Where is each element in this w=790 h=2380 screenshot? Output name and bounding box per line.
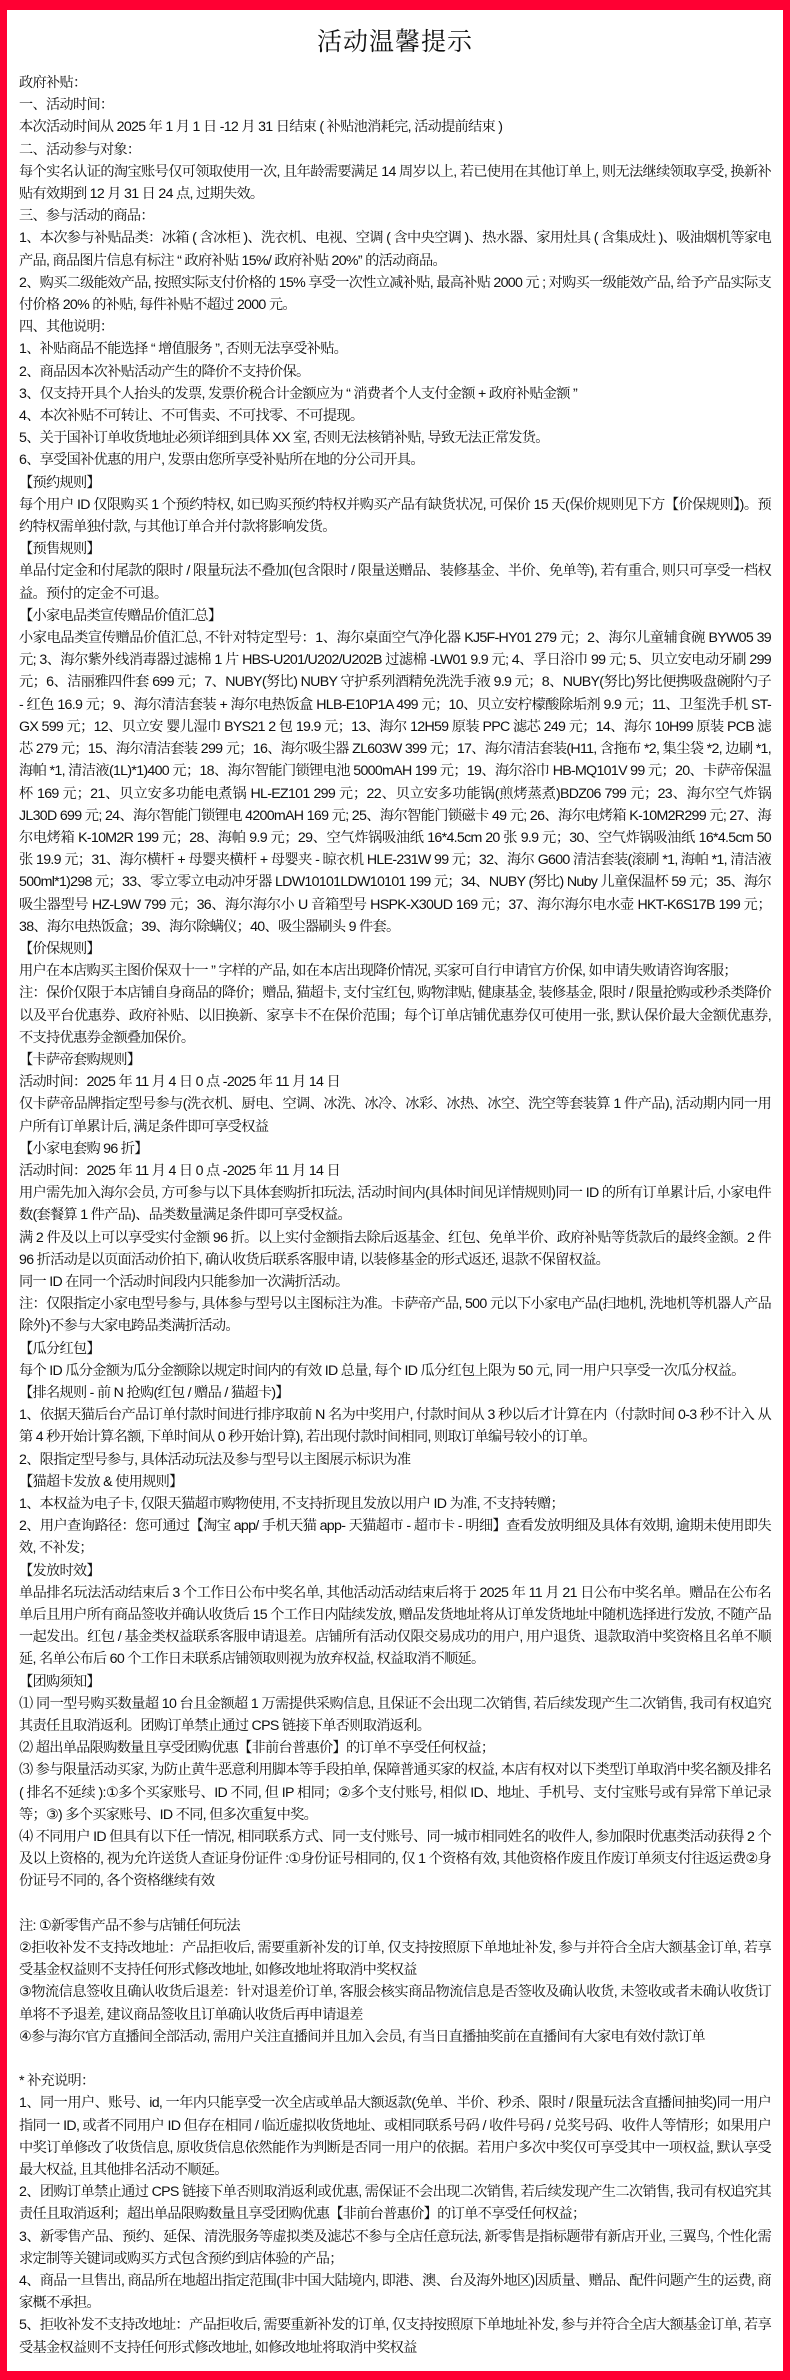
section-heading: 【团购须知】 [19,1673,100,1690]
page-title: 活动温馨提示 [316,28,473,56]
paragraph: 3、新零售产品、预约、延保、清洗服务等虚拟类及滤芯不参与全店任意玩法, 新零售是指标题带有新店开业, 三翼鸟, 个性化需求定制等关键词或购买方式包含预约到店体验的产品； [19,2228,771,2267]
section-heading: 【瓜分红包】 [19,1340,100,1357]
paragraph: 注: ①新零售产品不参与店铺任何玩法 [19,1917,240,1934]
paragraph: 1、本次参与补贴品类：冰箱 ( 含冰柜 )、洗衣机、电视、空调 ( 含中央空调 )、热水器、家用灶具 ( 含集成灶 )、吸油烟机等家电产品, 商品图片信息有标注 “ 政府补贴 15%/ 政府补贴 20%” 的活动商品。 [19,230,771,269]
section-heading: 四、其他说明： [19,319,114,336]
paragraph: 4、商品一旦售出, 商品所在地超出指定范围(非中国大陆境内, 即港、澳、台及海外地区)因质量、赠品、配件问题产生的运费, 商家概不承担。 [19,2273,771,2312]
paragraph: ⑷ 不同用户 ID 但具有以下任一情况, 相同联系方式、同一支付账号、同一城市相同姓名的收件人, 参加限时优惠类活动获得 2 个及以上资格的, 视为允许送货人查证身份证件 :①身份证号相同的, 仅 1 个资格有效, 其他资格作废且作废订单须支付往返运费②身份证号不同的, 各个资格继续有效 [19,1829,771,1890]
paragraph: 单品付定金和付尾款的限时 / 限量玩法不叠加(包含限时 / 限量送赠品、装修基金、半价、免单等), 若有重合, 则只可享受一档权益。预付的定金不可退。 [19,563,771,602]
paragraph: 2、商品因本次补贴活动产生的降价不支持价保。 [19,363,310,380]
paragraph: ⑴ 同一型号购买数量超 10 台且金额超 1 万需提供采购信息, 且保证不会出现二次销售, 若后续发现产生二次销售, 我司有权追究其责任且取消返利。团购订单禁止通过 CPS 链接下单否则取消返利。 [19,1695,771,1735]
section-heading: 【预售规则】 [19,541,100,558]
paragraph: ⑶ 参与限量活动买家, 为防止黄牛恶意利用脚本等手段拍单, 保障普通买家的权益, 本店有权对以下类型订单取消中奖名额及排名 ( 排名不延续 ):①多个买家账号、ID 不同, 但 IP 相同；②多个支付账号, 相似 ID、地址、手机号、支付宝账号或有异常下单记录等；③) 多个买家账号、ID 不同, 但多次重复中奖。 [19,1762,771,1823]
paragraph: 注：仅限指定小家电型号参与, 具体参与型号以主图标注为准。卡萨帝产品, 500 元以下小家电产品(扫地机, 洗地机等机器人产品除外)不参与大家电跨品类满折活动。 [19,1296,771,1335]
section-heading: 【价保规则】 [19,940,100,957]
paragraph: ②拒收补发不支持改地址：产品拒收后, 需要重新补发的订单, 仅支持按照原下单地址补发, 参与并符合全店大额基金订单, 若享受基金权益则不支持任何形式修改地址, 如修改地址将取消中奖权益 [19,1940,771,1979]
paragraph: 1、同一用户、账号、id, 一年内只能享受一次全店或单品大额返款(免单、半价、秒杀、限时 / 限量玩法含直播间抽奖)同一用户指同一 ID, 或者不同用户 ID 但存在相同 / 临近虚拟收货地址、或相同联系号码 / 收件号码 / 兑奖号码、收件人等情形；如果用户中奖订单修改了收货信息, 原收货信息依然能作为判断是否同一用户的依据。若用户多次中奖仅可享受其中一项权益, 默认享受最大权益, 且其他排名活动不顺延。 [19,2095,771,2179]
section-heading: 三、参与活动的商品： [19,208,154,225]
paragraph: 2、限指定型号参与, 具体活动玩法及参与型号以主图展示标识为准 [19,1451,411,1468]
section-heading: * 补充说明： [19,2073,95,2090]
paragraph: 本次活动时间从 2025 年 1 月 1 日 -12 月 31 日结束 ( 补贴池消耗完, 活动提前结束 ) [19,119,503,136]
section-heading: 【小家电品类宣传赠品价值汇总】 [19,607,222,624]
paragraph: 4、本次补贴不可转让、不可售卖、不可找零、不可提现。 [19,408,364,425]
section-heading: 【卡萨帝套购规则】 [19,1051,141,1068]
paragraph: 每个用户 ID 仅限购买 1 个预约特权, 如已购买预约特权并购买产品有缺货状况, 可保价 15 天(保价规则见下方【价保规则】)。预约特权需单独付款, 与其他订单合并付款将影响发货。 [19,496,771,536]
paragraph: 2、团购订单禁止通过 CPS 链接下单否则取消返利或优惠, 需保证不会出现二次销售, 若后续发现产生二次销售, 我司有权追究其责任且取消返利；超出单品限购数量且享受团购优惠【非前台普惠价】的订单不享受任何权益； [19,2184,771,2223]
paragraph: 1、依据天猫后台产品订单付款时间进行排序取前 N 名为中奖用户, 付款时间从 3 秒以后才计算在内（付款时间 0-3 秒不计入 从第 4 秒开始计算名额, 下单时间从 0 秒开始计算), 若出现付款时间相同, 则取订单编号较小的订单。 [19,1407,771,1446]
paragraph: 3、仅支持开具个人抬头的发票, 发票价税合计金额应为 “ 消费者个人支付金额 + 政府补贴金额 ” [19,385,578,402]
paragraph: 同一 ID 在同一个活动时间段内只能参加一次满折活动。 [19,1273,349,1290]
paragraph: 小家电品类宣传赠品价值汇总, 不针对特定型号：1、海尔桌面空气净化器 KJ5F-HY01 279 元；2、海尔儿童辅食碗 BYW05 39 元; 3、海尔紫外线消毒器过滤棉 1 片 HBS-U201/U202/U202B 过滤棉 -LW01 9.9 元; 4、孚日浴巾 99 元; 5、贝立安电动牙刷 299 元；6、洁丽雅四件套 699 元；7、NUBY(努比) NUBY 守护系列酒精免洗洗手液 9.9 元；8、NUBY(努比)努比便携吸盘碗附勺子 - 红色 16.9 元；9、海尔清洁套装 + 海尔电热饭盒 HLB-E10P1A 499 元；10、贝立安柠檬酸除垢剂 9.9 元；11、卫玺洗手机 ST-GX 599 元；12、贝立安 婴儿湿巾 BYS21 2 包 19.9 元；13、海尔 12H59 原装 PPC 滤芯 249 元；14、海尔 10H99 原装 PCB 滤芯 279 元；15、海尔清洁套装 299 元；16、海尔吸尘器 ZL603W 399 元；17、海尔清洁套装(H11, 含拖布 *2, 集尘袋 *2, 边刷 *1, 海帕 *1, 清洁液(1L)*1)400 元；18、海尔智能门锁锂电池 5000mAH 199 元；19、海尔浴巾 HB-MQ101V 99 元；20、卡萨帝保温杯 169 元；21、贝立安多功能电煮锅 HL-EZ101 299 元；22、贝立安多功能锅(煎烤蒸煮)BDZ06 799 元；23、海尔空气炸锅 JL30D 699 元; 24、海尔智能门锁锂电 4200mAH 169 元; 25、海尔智能门锁磁卡 49 元; 26、海尔电烤箱 K-10M2R299 元; 27、海尔电烤箱 K-10M2R 199 元；28、海帕 9.9 元；29、空气炸锅吸油纸 16*4.5cm 20 张 9.9 元；30、空气炸锅吸油纸 16*4.5cm 50 张 19.9 元；31、海尔横杆 + 母婴夹横杆 + 母婴夹 - 晾衣机 HLE-231W 99 元；32、海尔 G600 清洁套装(滚刷 *1, 海帕 *1, 清洁液 500ml*1)298 元；33、零立零立电动冲牙器 LDW10101LDW10101 199 元；34、NUBY (努比) Nuby 儿童保温杯 59 元；35、海尔吸尘器型号 HZ-L9W 799 元；36、海尔海尔小 U 音箱型号 HSPK-X30UD 169 元；37、海尔海尔电水壶 HKT-K6S17B 199 元；38、海尔电热饭盒；39、海尔除螨仪；40、吸尘器刷头 9 件套。 [19,630,771,935]
section-heading: 二、活动参与对象： [19,141,141,158]
paragraph: ⑵ 超出单品限购数量且享受团购优惠【非前台普惠价】的订单不享受任何权益； [19,1740,495,1757]
paragraph: 活动时间：2025 年 11 月 4 日 0 点 -2025 年 11 月 14 日 [19,1162,340,1179]
paragraph: 单品排名玩法活动结束后 3 个工作日公布中奖名单, 其他活动活动结束后将于 2025 年 11 月 21 日公布中奖名单。赠品在公布名单后且用户所有商品签收并确认收货后 15 个工作日内陆续发放, 赠品发货地址将从订单发货地址中随机选择进行发放, 不随产品一起发出。红包 / 基金类权益联系客服申请退差。店铺所有活动仅限交易成功的用户, 用户退货、退款取消中奖资格且名单不顺延, 名单公布后 60 个工作日未联系店铺领取则视为放弃权益, 权益取消不顺延。 [19,1584,771,1668]
notice-body [19,72,771,2359]
notice-sheet [7,10,783,2371]
paragraph: 活动时间：2025 年 11 月 4 日 0 点 -2025 年 11 月 14 日 [19,1074,340,1091]
paragraph: 满 2 件及以上可以享受实付金额 96 折。以上实付金额指去除后返基金、红包、免单半价、政府补贴等货款后的最终金额。2 件 96 折活动是以页面活动价拍下, 确认收货后联系客服申请, 以装修基金的形式返还, 退款不保留权益。 [19,1229,771,1268]
paragraph: 每个 ID 瓜分金额为瓜分金额除以规定时间内的有效 ID 总量, 每个 ID 瓜分红包上限为 50 元, 同一用户只享受一次瓜分权益。 [19,1362,745,1379]
section-heading: 一、活动时间： [19,97,114,114]
paragraph: 注：保价仅限于本店铺自身商品的降价；赠品, 猫超卡, 支付宝红包, 购物津贴, 健康基金, 装修基金, 限时 / 限量抢购或秒杀类降价以及平台优惠券、政府补贴、以旧换新、家享卡不在保价范围；每个订单店铺优惠券仅可使用一张, 默认保价最大金额优惠券, 不支持优惠券金额叠加保价。 [19,985,771,1046]
paragraph: 用户需先加入海尔会员, 方可参与以下具体套购折扣玩法, 活动时间内(具体时间见详情规则)同一 ID 的所有订单累计后, 小家电件数(套餐算 1 件产品)、品类数量满足条件即可享受权益。 [19,1185,771,1224]
section-heading: 【预约规则】 [19,474,100,491]
paragraph: 用户在本店购买主图价保双十一 ” 字样的产品, 如在本店出现降价情况, 买家可自行申请官方价保, 如申请失败请咨询客服； [19,963,737,980]
blank-line [19,2048,771,2070]
blank-line [19,1893,771,1915]
section-heading: 政府补贴： [19,75,87,91]
paragraph: ③物流信息签收且确认收货后退差：针对退差价订单, 客服会核实商品物流信息是否签收及确认收货, 未签收或者未确认收货订单将不予退差, 建议商品签收且订单确认收货后再申请退差 [19,1984,771,2023]
paragraph: 6、享受国补优惠的用户, 发票由您所享受补贴所在地的分公司开具。 [19,452,424,469]
paragraph: 每个实名认证的淘宝账号仅可领取使用一次, 且年龄需要满足 14 周岁以上, 若已使用在其他订单上, 则无法继续领取享受, 换新补贴有效期到 12 月 31 日 24 点, 过期失效。 [19,163,771,203]
paragraph: 1、本权益为电子卡, 仅限天猫超市购物使用, 不支持折现且发放以用户 ID 为准, 不支持转赠； [19,1496,564,1512]
paragraph: ④参与海尔官方直播间全部活动, 需用户关注直播间并且加入会员, 有当日直播抽奖前在直播间有大家电有效付款订单 [19,2028,705,2045]
section-heading: 【排名规则 - 前 N 抢购(红包 / 赠品 / 猫超卡)】 [19,1384,289,1401]
paragraph: 5、关于国补订单收货地址必须详细到具体 XX 室, 否则无法核销补贴, 导致无法正常发货。 [19,430,549,447]
paragraph: 仅卡萨帝品牌指定型号参与(洗衣机、厨电、空调、冰洗、冰冷、冰彩、冰热、冰空、洗空等套装算 1 件产品), 活动期内同一用户所有订单累计后, 满足条件即可享受权益 [19,1096,771,1135]
paragraph: 5、拒收补发不支持改地址：产品拒收后, 需要重新补发的订单, 仅支持按照原下单地址补发, 参与并符合全店大额基金订单, 若享受基金权益则不支持任何形式修改地址, 如修改地址将取消中奖权益 [19,2317,771,2356]
section-heading: 【发放时效】 [19,1562,100,1579]
paragraph: 1、补贴商品不能选择 “ 增值服务 ”, 否则无法享受补贴。 [19,341,348,358]
paragraph: 2、用户查询路径：您可通过【淘宝 app/ 手机天猫 app- 天猫超市 - 超市卡 - 明细】查看发放明细及具体有效期, 逾期未使用即失效, 不补发； [19,1518,771,1557]
section-heading: 【猫超卡发放 & 使用规则】 [19,1473,183,1490]
section-heading: 【小家电套购 96 折】 [19,1140,148,1157]
paragraph: 2、购买二级能效产品, 按照实际支付价格的 15% 享受一次性立减补贴, 最高补贴 2000 元 ; 对购买一级能效产品, 给予产品实际支付价格 20% 的补贴, 每件补贴不超过 2000 元。 [19,274,771,314]
